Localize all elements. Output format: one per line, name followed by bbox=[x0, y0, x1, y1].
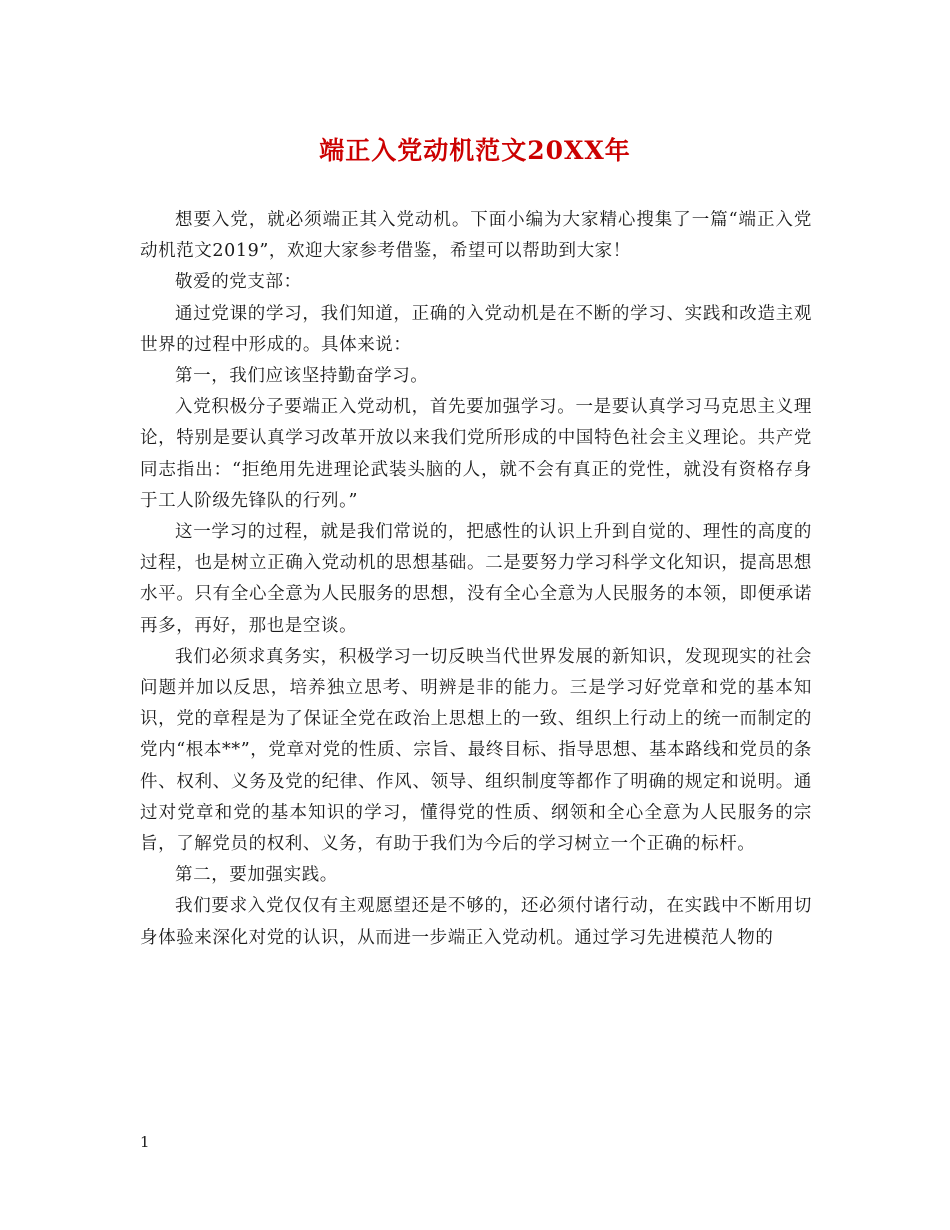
document-body bbox=[140, 205, 812, 954]
paragraph-salutation: 敬爱的党支部： bbox=[175, 272, 302, 293]
paragraph-practice: 我们要求入党仅仅有主观愿望还是不够的，还必须付诸行动，在实践中不断用切身体验来深化对党的认识，从而进一步端正入党动机。通过学习先进模范人物的 bbox=[140, 896, 812, 948]
paragraph-point-one-heading: 第一，我们应该坚持勤奋学习。 bbox=[175, 366, 429, 387]
page-number: 1 bbox=[140, 1133, 150, 1151]
paragraph-party-constitution: 我们必须求真务实，积极学习一切反映当代世界发展的新知识，发现现实的社会问题并加以反思，培养独立思考、明辨是非的能力。三是学习好党章和党的基本知识，党的章程是为了保证全党在政治上思想上的一致、组织上行动上的统一而制定的党内“根本**”，党章对党的性质、宗旨、最终目标、指导思想、基本路线和党员的条件、权利、义务及党的纪律、作风、领导、组织制度等都作了明确的规定和说明。通过对党章和党的基本知识的学习，懂得党的性质、纲领和全心全意为人民服务的宗旨，了解党员的权利、义务，有助于我们为今后的学习树立一个正确的标杆。 bbox=[140, 646, 812, 855]
paragraph-point-two-heading: 第二，要加强实践。 bbox=[175, 865, 338, 886]
paragraph-opening: 通过党课的学习，我们知道，正确的入党动机是在不断的学习、实践和改造主观世界的过程中形成的。具体来说： bbox=[140, 303, 812, 355]
document-title: 端正入党动机范文20XX年 bbox=[319, 136, 631, 165]
paragraph-study-process: 这一学习的过程，就是我们常说的，把感性的认识上升到自觉的、理性的高度的过程，也是树立正确入党动机的思想基础。二是要努力学习科学文化知识，提高思想水平。只有全心全意为人民服务的思想，没有全心全意为人民服务的本领，即便承诺再多，再好，那也是空谈。 bbox=[140, 522, 812, 636]
paragraph-study-theory: 入党积极分子要端正入党动机，首先要加强学习。一是要认真学习马克思主义理论，特别是要认真学习改革开放以来我们党所形成的中国特色社会主义理论。共产党同志指出：“拒绝用先进理论武装头脑的人，就不会有真正的党性，就没有资格存身于工人阶级先锋队的行列。” bbox=[140, 397, 812, 511]
paragraph-intro: 想要入党，就必须端正其入党动机。下面小编为大家精心搜集了一篇“端正入党动机范文2019”，欢迎大家参考借鉴，希望可以帮助到大家！ bbox=[140, 210, 812, 262]
